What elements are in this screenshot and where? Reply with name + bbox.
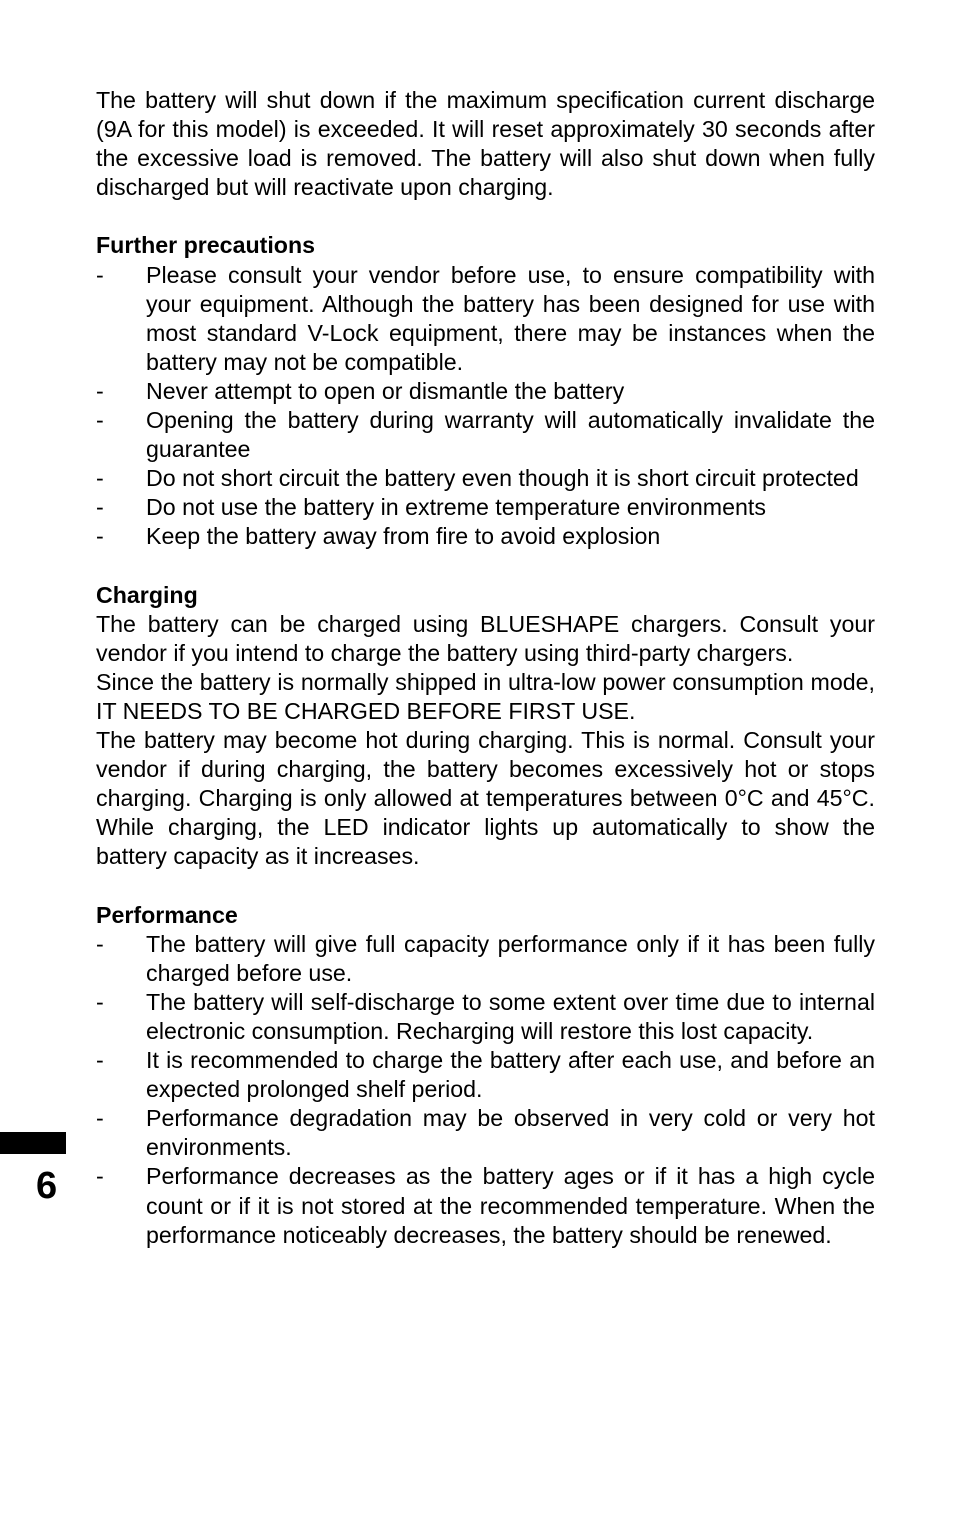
list-item-text: Do not short circuit the battery even though it is short circuit protected: [146, 465, 859, 492]
list-item-text: Do not use the battery in extreme temperature environments: [146, 494, 766, 521]
bullet-dash: -: [96, 988, 104, 1015]
list-item: [96, 1162, 875, 1249]
document-page: [96, 86, 875, 1250]
precautions-section: [96, 231, 875, 551]
bullet-dash: -: [96, 1105, 104, 1132]
list-item: [96, 988, 875, 1046]
list-item-text: The battery will give full capacity performance only if it has been fully charged before use.: [146, 930, 875, 986]
bullet-dash: -: [96, 377, 104, 404]
list-item-text: It is recommended to charge the battery after each use, and before an expected prolonged shelf period.: [146, 1047, 875, 1103]
list-item: [96, 464, 875, 493]
list-item: [96, 930, 875, 988]
performance-list: [96, 930, 875, 1250]
bullet-dash: -: [96, 407, 104, 434]
list-item-text: The battery will self-discharge to some extent over time due to internal electronic consumption. Recharging will restore this lost capacity.: [146, 988, 875, 1044]
charging-heading: Charging: [96, 581, 198, 608]
precautions-list: [96, 261, 875, 552]
charging-paragraph: Since the battery is normally shipped in ultra-low power consumption mode, IT NEEDS TO BE CHARGED BEFORE FIRST USE.: [96, 668, 875, 724]
section-spacer: [96, 552, 875, 581]
charging-paragraph: The battery may become hot during charging. This is normal. Consult your vendor if during charging, the battery becomes excessively hot or stops charging. Charging is only allowed at temperatures between 0°C and 45°C. While charging, the LED indicator lights up automatically to show the battery capacity as it increases.: [96, 727, 875, 870]
bullet-dash: -: [96, 930, 104, 957]
list-item: [96, 1104, 875, 1162]
list-item-text: Opening the battery during warranty will automatically invalidate the guarantee: [146, 407, 875, 463]
list-item: [96, 493, 875, 522]
bullet-dash: -: [96, 523, 104, 550]
list-item: [96, 261, 875, 377]
list-item-text: Never attempt to open or dismantle the battery: [146, 377, 625, 404]
bullet-dash: -: [96, 261, 104, 288]
chapter-tab-marker: [0, 1132, 66, 1154]
list-item-text: Please consult your vendor before use, to ensure compatibility with your equipment. Although the battery has been designed for use with most standard V-Lock equipment, there may be instances when the battery may not be compatible.: [146, 261, 875, 375]
list-item: [96, 522, 875, 551]
list-item-text: Keep the battery away from fire to avoid explosion: [146, 523, 661, 550]
precautions-heading: Further precautions: [96, 232, 316, 259]
list-item-text: Performance decreases as the battery ages or if it has a high cycle count or if it is not stored at the recommended temperature. When the performance noticeably decreases, the battery should be renewed.: [146, 1163, 875, 1248]
bullet-dash: -: [96, 465, 104, 492]
intro-paragraph: The battery will shut down if the maximum specification current discharge (9A for this model) is exceeded. It will reset approximately 30 seconds after the excessive load is removed. The battery will also shut down when fully discharged but will reactivate upon charging.: [96, 87, 875, 201]
bullet-dash: -: [96, 1047, 104, 1074]
page-number: 6: [36, 1165, 58, 1207]
list-item: [96, 406, 875, 464]
list-item-text: Performance degradation may be observed in very cold or very hot environments.: [146, 1105, 875, 1161]
charging-paragraph: The battery can be charged using BLUESHAPE chargers. Consult your vendor if you intend to charge the battery using third-party chargers.: [96, 610, 875, 666]
section-spacer: [96, 872, 875, 901]
performance-section: [96, 901, 875, 1250]
bullet-dash: -: [96, 494, 104, 521]
charging-section: [96, 581, 875, 872]
list-item: [96, 377, 875, 406]
bullet-dash: -: [96, 1163, 104, 1190]
performance-heading: Performance: [96, 901, 238, 928]
list-item: [96, 1046, 875, 1104]
